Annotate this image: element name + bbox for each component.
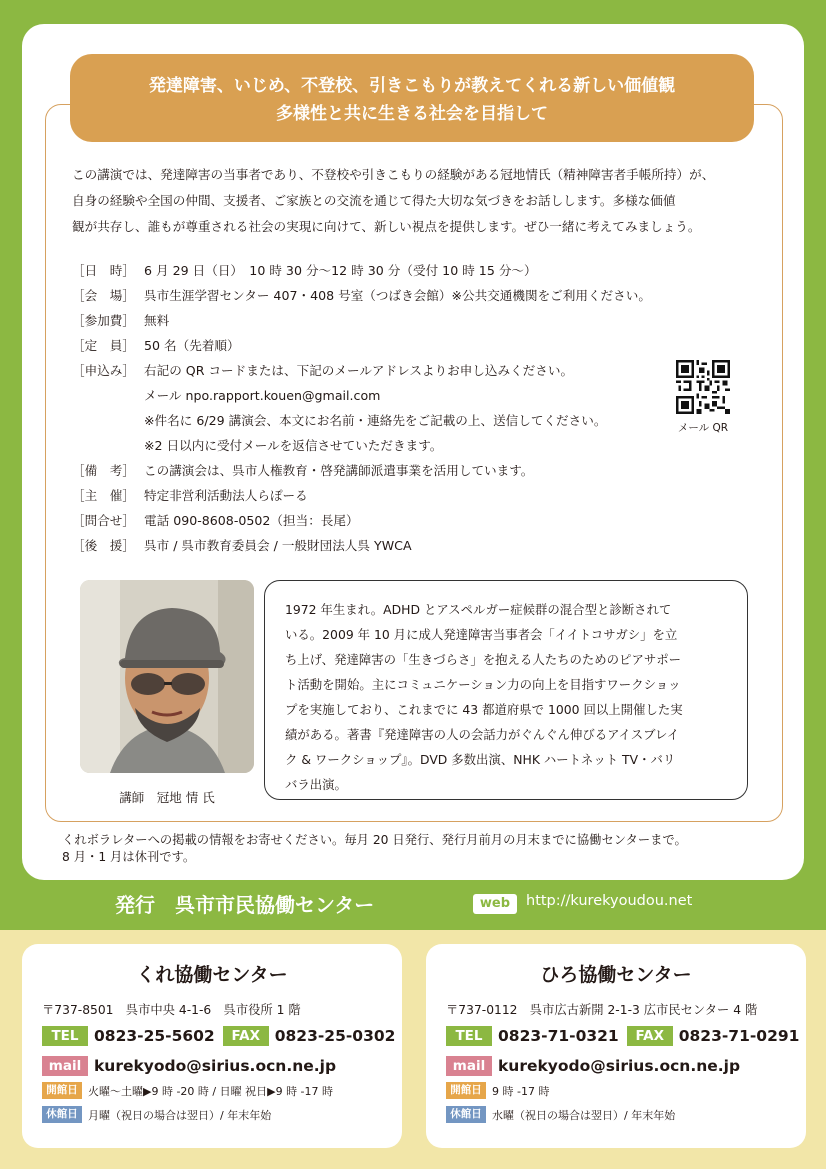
bio-line: ト活動を開始。主にコミュニケーション力の向上を目指すワークショッ xyxy=(285,677,681,692)
center-mail-row xyxy=(446,1056,748,1076)
close-tag: 休館日 xyxy=(42,1106,82,1123)
info-row-organizer xyxy=(72,483,672,508)
info-row-apply xyxy=(72,358,672,383)
center-name: くれ協働センター xyxy=(136,964,288,986)
intro-line: この講演では、発達障害の当事者であり、不登校や引きこもりの経験がある冠地情氏（精神障害者手帳所持）が、 xyxy=(72,167,715,182)
info-label xyxy=(72,383,144,408)
info-label xyxy=(72,408,144,433)
info-value: 電話 090-8608-0502（担当：長尾） xyxy=(144,513,359,528)
closed-days: 月曜（祝日の場合は翌日）/ 年末年始 xyxy=(88,1108,272,1122)
info-value: 右記の QR コードまたは、下記のメールアドレスよりお申し込みください。 xyxy=(144,363,574,378)
open-tag: 開館日 xyxy=(42,1082,82,1099)
info-row-note xyxy=(72,408,672,433)
info-label: ［会 場］ xyxy=(72,288,135,303)
bio-line: いる。2009 年 10 月に成人発達障害当事者会「イイトコサガシ」を立 xyxy=(285,627,678,642)
info-label: ［参加費］ xyxy=(72,313,135,328)
intro-line: 観が共存し、誰もが尊重される社会の実現に向けて、新しい視点を提供します。ぜひ一緒に考えてみましょう。 xyxy=(72,219,701,234)
speaker-portrait-icon xyxy=(80,580,254,773)
info-value: ※2 日以内に受付メールを返信させていただきます。 xyxy=(144,438,443,453)
qr-code-icon[interactable] xyxy=(676,360,730,414)
bio-line: 1972 年生まれ。ADHD とアスペルガー症候群の混合型と診断されて xyxy=(285,602,672,617)
notice-line: くれボラレターへの掲載の情報をお寄せください。毎月 20 日発行、発行月前月の月末までに協働センターまで。 xyxy=(62,833,687,847)
info-label xyxy=(72,433,144,458)
center-phone-row xyxy=(42,1026,403,1046)
event-info xyxy=(72,258,672,558)
bio-line: ク & ワークショップ』。DVD 多数出演、NHK ハートネット TV・バリ xyxy=(285,752,676,767)
speaker-photo xyxy=(80,580,254,773)
center-address: 〒737-8501 呉市中央 4-1-6 呉市役所 1 階 xyxy=(42,1003,301,1017)
center-open-row xyxy=(446,1082,549,1099)
tel-number[interactable]: 0823-71-0321 xyxy=(498,1027,619,1045)
info-label: ［問合せ］ xyxy=(72,513,135,528)
center-card-hiro xyxy=(426,944,806,1148)
info-value: 50 名（先着順） xyxy=(144,338,240,353)
info-row-remarks xyxy=(72,458,672,483)
center-address: 〒737-0112 呉市広古新開 2-1-3 広市民センター 4 階 xyxy=(446,1003,758,1017)
center-mail-row xyxy=(42,1056,344,1076)
info-row-note xyxy=(72,433,672,458)
title-line-1: 発達障害、いじめ、不登校、引きこもりが教えてくれる新しい価値観 xyxy=(148,76,676,96)
closed-days: 水曜（祝日の場合は翌日）/ 年末年始 xyxy=(492,1108,676,1122)
fax-number: 0823-71-0291 xyxy=(678,1027,800,1045)
open-hours: 9 時 -17 時 xyxy=(492,1084,550,1098)
fax-tag: FAX xyxy=(223,1026,269,1046)
open-tag: 開館日 xyxy=(446,1082,486,1099)
bio-line: 績がある。著書『発達障害の人の会話力がぐんぐん伸びるアイスブレイ xyxy=(285,727,680,742)
info-row-venue xyxy=(72,283,672,308)
title-banner xyxy=(70,54,754,142)
close-tag: 休館日 xyxy=(446,1106,486,1123)
tel-tag: TEL xyxy=(42,1026,88,1046)
bio-line: バラ出演。 xyxy=(285,777,347,792)
tel-tag: TEL xyxy=(446,1026,492,1046)
center-close-row xyxy=(42,1106,271,1123)
fax-number: 0823-25-0302 xyxy=(274,1027,396,1045)
qr-label: メール QR xyxy=(677,422,729,434)
info-value: この講演会は、呉市人権教育・啓発講師派遣事業を活用しています。 xyxy=(144,463,534,478)
publisher: 発行 呉市市民協働センター xyxy=(115,893,375,917)
mail-tag: mail xyxy=(42,1056,88,1076)
info-value: 6 月 29 日（日） 10 時 30 分〜12 時 30 分（受付 10 時 15 分〜） xyxy=(144,263,537,278)
fax-tag: FAX xyxy=(627,1026,673,1046)
apply-email[interactable]: メール npo.rapport.kouen@gmail.com xyxy=(144,388,381,403)
center-phone-row xyxy=(446,1026,807,1046)
mail-address[interactable]: kurekyodo@sirius.ocn.ne.jp xyxy=(498,1057,741,1075)
info-value: 無料 xyxy=(144,313,170,328)
intro-text xyxy=(72,162,762,240)
info-row-capacity xyxy=(72,333,672,358)
info-row-contact xyxy=(72,508,672,533)
mail-address[interactable]: kurekyodo@sirius.ocn.ne.jp xyxy=(94,1057,337,1075)
center-close-row xyxy=(446,1106,675,1123)
mail-tag: mail xyxy=(446,1056,492,1076)
submission-notice xyxy=(62,832,782,866)
intro-line: 自身の経験や全国の仲間、支援者、ご家族との交流を通じて得た大切な気づきをお話しします。多様な価値 xyxy=(72,193,676,208)
bio-line: プを実施しており、これまでに 43 都道府県で 1000 回以上開催した実 xyxy=(285,702,683,717)
center-name: ひろ協働センター xyxy=(540,964,692,986)
title-line-2: 多様性と共に生きる社会を目指して xyxy=(276,104,548,124)
info-label: ［日 時］ xyxy=(72,263,135,278)
info-label: ［定 員］ xyxy=(72,338,135,353)
tel-number[interactable]: 0823-25-5602 xyxy=(94,1027,215,1045)
web-badge: web xyxy=(473,894,517,914)
center-open-row xyxy=(42,1082,333,1099)
info-row-fee xyxy=(72,308,672,333)
speaker-caption: 講師 冠地 情 氏 xyxy=(119,790,215,805)
info-row-support xyxy=(72,533,672,558)
center-card-kure xyxy=(22,944,402,1148)
info-value: 呉市 / 呉市教育委員会 / 一般財団法人呉 YWCA xyxy=(144,538,412,553)
info-value: 特定非営利活動法人らぽーる xyxy=(144,488,308,503)
bio-line: ち上げ、発達障害の「生きづらさ」を抱える人たちのためのピアサポー xyxy=(285,652,682,667)
info-value: 呉市生涯学習センター 407・408 号室（つばき会館）※公共交通機関をご利用ください。 xyxy=(144,288,651,303)
speaker-bio xyxy=(264,580,748,800)
info-row-date xyxy=(72,258,672,283)
web-url-link[interactable]: http://kurekyoudou.net xyxy=(526,893,693,909)
info-label: ［主 催］ xyxy=(72,488,135,503)
info-value: ※件名に 6/29 講演会、本文にお名前・連絡先をご記載の上、送信してください。 xyxy=(144,413,607,428)
notice-line: 8 月・1 月は休刊です。 xyxy=(62,850,196,864)
info-row-email xyxy=(72,383,672,408)
open-hours: 火曜〜土曜▶9 時 -20 時 / 日曜 祝日▶9 時 -17 時 xyxy=(88,1084,334,1098)
info-label: ［後 援］ xyxy=(72,538,135,553)
info-label: ［申込み］ xyxy=(72,363,135,378)
info-label: ［備 考］ xyxy=(72,463,135,478)
